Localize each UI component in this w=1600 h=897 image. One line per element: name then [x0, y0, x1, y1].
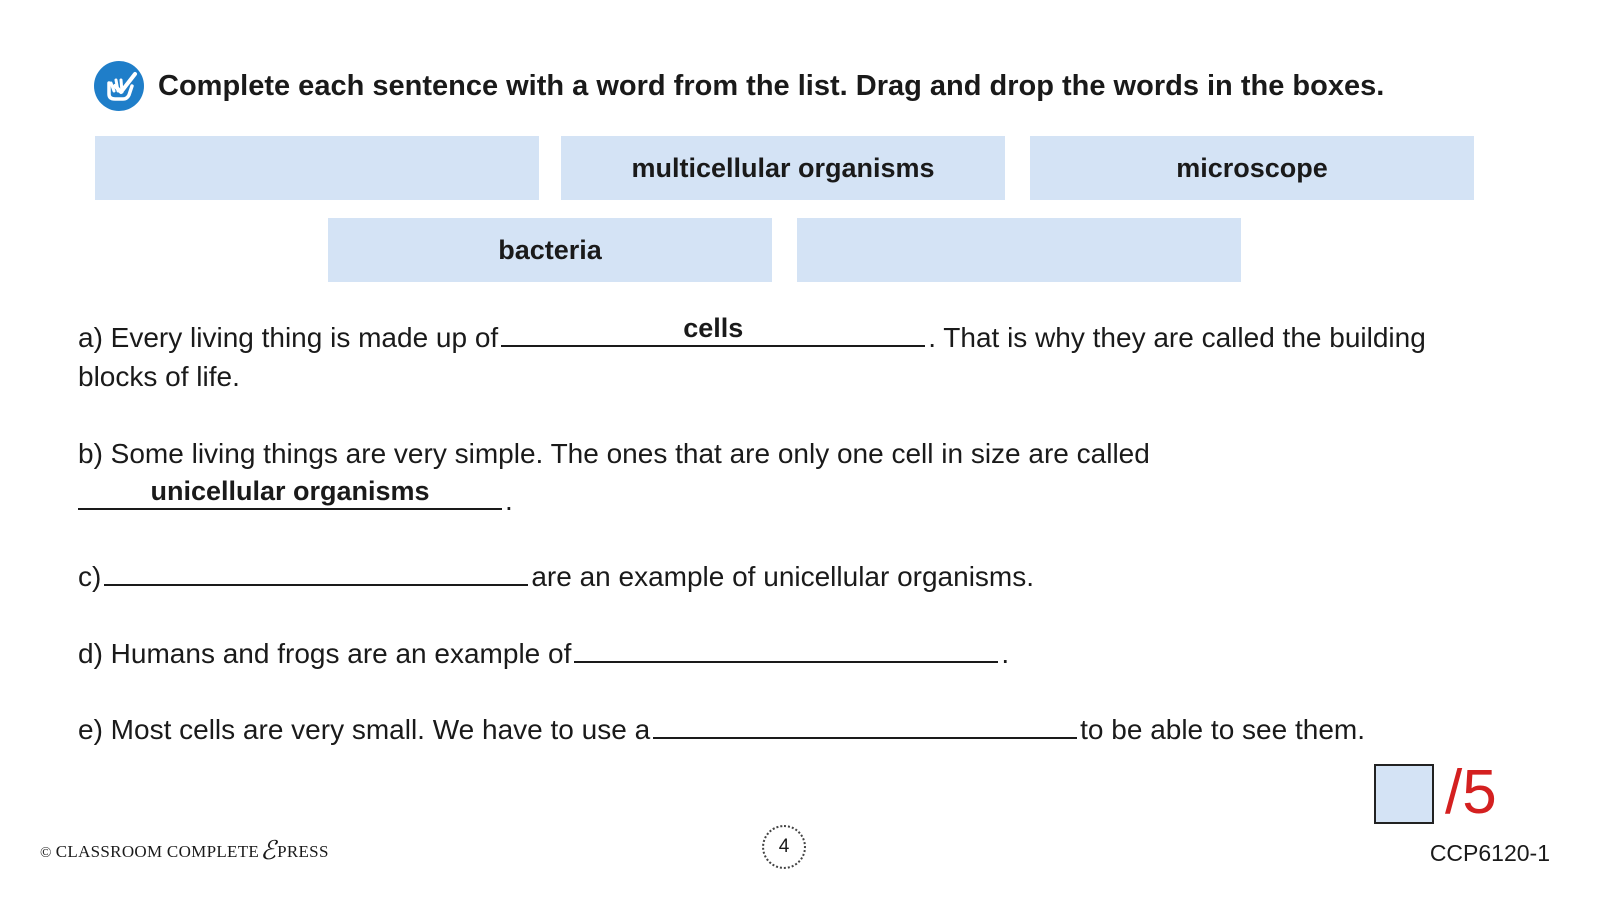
- sentence-a: [78, 313, 1426, 359]
- filled-answer-a[interactable]: cells: [683, 313, 744, 343]
- check-hand-icon: [94, 61, 144, 111]
- word-box-multicellular-organisms[interactable]: multicellular organisms: [561, 136, 1005, 200]
- drop-blank-b[interactable]: [78, 476, 502, 510]
- sentence-b-after: .: [505, 485, 513, 516]
- word-box-empty-1[interactable]: [95, 136, 539, 200]
- word-box-microscope[interactable]: microscope: [1030, 136, 1474, 200]
- sentence-c-before: c): [78, 561, 102, 592]
- publisher-e-logo-icon: ℰ: [260, 836, 277, 865]
- publisher-name-b: PRESS: [277, 842, 329, 861]
- sentence-c: [78, 552, 1034, 598]
- copyright-symbol: ©: [40, 845, 52, 861]
- sentence-b: b) Some living things are very simple. The ones that are only one cell in size are called: [78, 438, 1150, 469]
- sentence-d: [78, 629, 1009, 675]
- sentence-b-line2: [75, 476, 513, 522]
- sentence-e: [78, 705, 1365, 751]
- page-number: 4: [762, 825, 806, 869]
- sentence-d-before: d) Humans and frogs are an example of: [78, 638, 572, 669]
- drop-blank-a[interactable]: [501, 313, 925, 347]
- drop-blank-d[interactable]: [574, 629, 998, 663]
- sentence-a-line2: blocks of life.: [78, 361, 240, 392]
- publisher-footer: [40, 836, 329, 866]
- sentence-d-after: .: [1001, 638, 1010, 669]
- drop-blank-c[interactable]: [104, 552, 528, 586]
- filled-answer-b[interactable]: unicellular organisms: [150, 476, 430, 506]
- sentence-a-after: . That is why they are called the building: [928, 322, 1426, 353]
- word-box-bacteria[interactable]: bacteria: [328, 218, 772, 282]
- drop-blank-e[interactable]: [653, 705, 1077, 739]
- publisher-name-a: CLASSROOM COMPLETE: [55, 842, 260, 861]
- word-box-empty-2[interactable]: [797, 218, 1241, 282]
- sentence-a-before: a) Every living thing is made up of: [78, 322, 499, 353]
- score-box: [1374, 764, 1434, 824]
- sentence-e-before: e) Most cells are very small. We have to use a: [78, 714, 651, 745]
- instruction-text: Complete each sentence with a word from the list. Drag and drop the words in the boxes.: [158, 70, 1385, 102]
- product-code: CCP6120-1: [1429, 840, 1550, 866]
- score-total: /5: [1445, 758, 1497, 827]
- sentence-e-after: to be able to see them.: [1080, 714, 1365, 745]
- sentence-c-after: are an example of unicellular organisms.: [531, 561, 1035, 592]
